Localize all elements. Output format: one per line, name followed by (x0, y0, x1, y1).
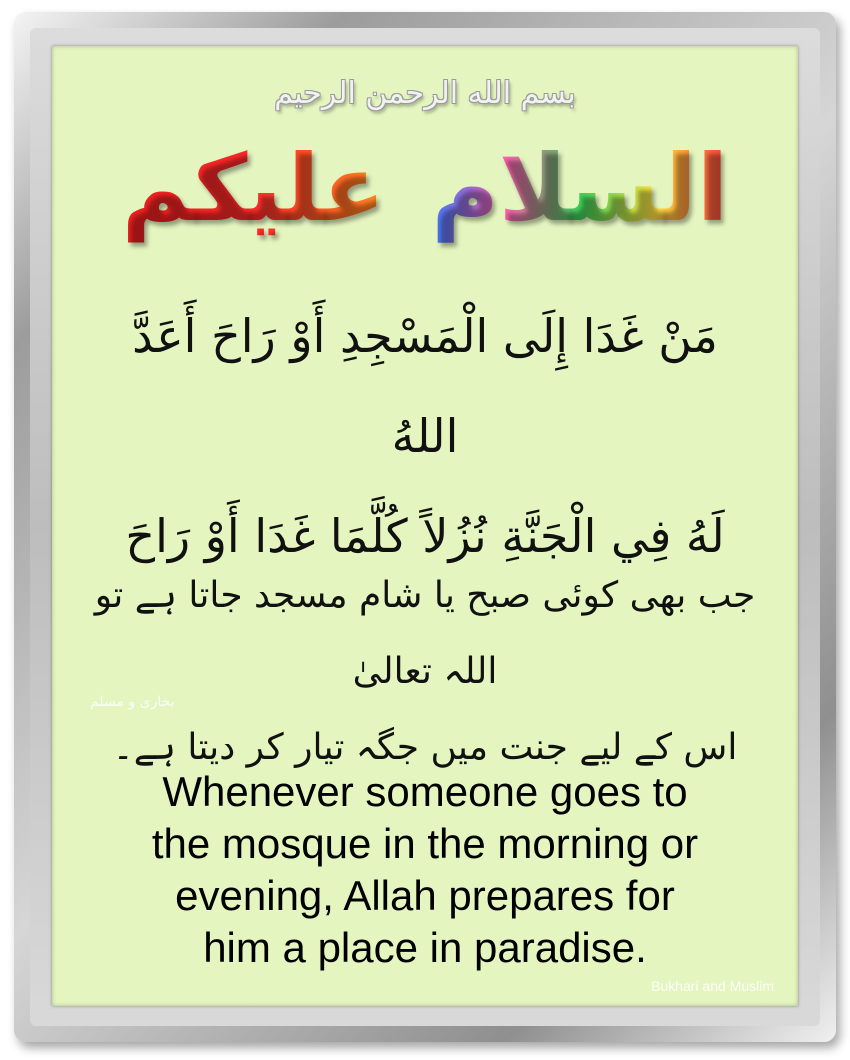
english-line-4: him a place in paradise. (203, 924, 647, 971)
arabic-line-1: مَنْ غَدَا إِلَى الْمَسْجِدِ أَوْ رَاحَ أَعَدَّ اللهُ (132, 309, 718, 463)
assalamu-alaikum-title (52, 134, 798, 244)
urdu-line-1: جب بھی کوئی صبح یا شام مسجد جاتا ہے تو اللہ تعالیٰ (94, 575, 756, 692)
arabic-hadith-text (92, 286, 758, 586)
bismillah-calligraphy: بسم الله الرحمن الرحيم (274, 76, 576, 111)
salaam-word-assalamu: السلام (431, 134, 728, 244)
english-translation (72, 766, 778, 974)
arabic-line-2: لَهُ فِي الْجَنَّةِ نُزُلاً كُلَّمَا غَدَا أَوْ رَاحَ (125, 509, 725, 563)
urdu-line-2: اس کے لیے جنت میں جگہ تیار کر دیتا ہے۔ (112, 727, 738, 768)
english-line-2: the mosque in the morning or (151, 820, 699, 867)
salaam-word-alaikum: علیکم (122, 134, 386, 244)
english-line-3: evening, Allah prepares for (175, 872, 675, 919)
english-line-1: Whenever someone goes to (162, 768, 688, 815)
english-source-reference: Bukhari and Muslim (651, 978, 774, 994)
urdu-translation (92, 558, 758, 786)
urdu-source-reference: بخاری و مسلم (90, 694, 175, 710)
content-panel (52, 46, 798, 1006)
